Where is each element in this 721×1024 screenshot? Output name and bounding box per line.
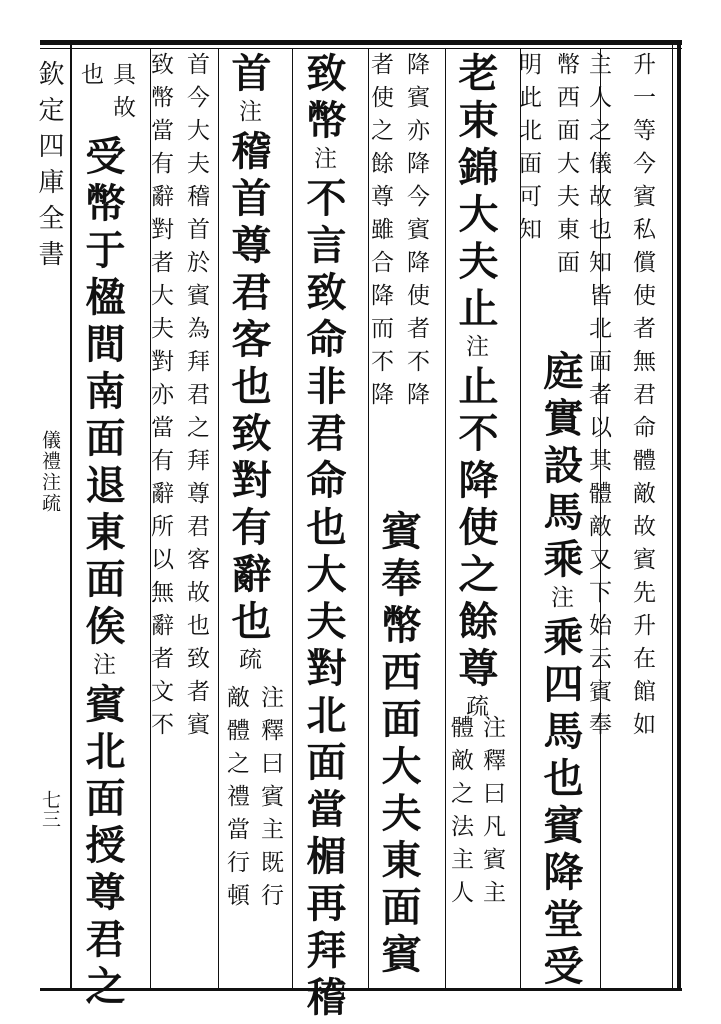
note-text: 賓北面授尊君之	[79, 683, 126, 1012]
note-text: 止不降使之餘尊	[452, 365, 499, 694]
column-divider	[218, 48, 219, 988]
col4-sub-right: 注釋曰凡賓主	[479, 715, 505, 913]
col4-sub-left: 體敵之法主人	[447, 715, 473, 913]
note-label: 注	[547, 585, 573, 616]
main-text: 庭實設馬乘	[537, 350, 584, 585]
col7-sub-left: 敵體之禮當行頓	[223, 685, 249, 916]
top-border-rule	[40, 40, 682, 45]
col5-left-line: 者使之餘尊雖合降而不降	[367, 52, 393, 415]
bottom-border-rule	[40, 988, 682, 991]
note-label: 注	[462, 334, 488, 365]
col1-left-line: 主人之儀故也知皆北面者以其體敵又下始云賓奉	[585, 52, 611, 745]
sub-label: 疏	[235, 647, 261, 678]
main-text: 致幣	[300, 52, 347, 146]
sub-label: 疏	[462, 694, 488, 725]
col8-right-line: 首今大夫稽首於賓為拜君之拜尊君客故也致者賓	[183, 52, 209, 745]
col9-left-line: 也	[77, 62, 103, 95]
main-text-cont: 大夫對北面當楣再拜稽	[300, 553, 347, 1023]
col8-left-line: 致幣當有辭對者大夫對亦當有辭所以無辭者文不	[147, 52, 173, 745]
note-label: 注	[89, 652, 115, 683]
col9-main-line	[79, 135, 126, 1012]
book-title-edge: 欽定四庫全書	[34, 60, 64, 276]
note-text: 不言致命非君命也	[300, 177, 347, 553]
col7-sub-right: 注釋曰賓主既行	[257, 685, 283, 916]
page-number: 七三	[39, 790, 61, 828]
col6-main-line	[300, 52, 347, 1023]
main-text-cont: 賓降堂受	[537, 804, 584, 992]
right-inner-rule	[672, 45, 673, 990]
gutter-rule	[70, 45, 72, 990]
col5-main-line: 賓奉幣西面大夫東面賓	[375, 510, 422, 980]
top-inner-rule	[40, 48, 682, 49]
main-text: 首	[225, 52, 272, 99]
col2-main-line	[537, 350, 584, 992]
column-divider	[292, 48, 293, 988]
note-label: 注	[235, 99, 261, 130]
col9-right-line: 具故	[109, 62, 135, 128]
note-label: 注	[310, 146, 336, 177]
note-text: 乘四馬也	[537, 616, 584, 804]
right-border-rule	[677, 40, 681, 990]
col2-right-line: 幣西面大夫東面	[553, 52, 579, 283]
col2-left-line: 明此北面可知	[515, 52, 541, 250]
col1-right-line: 升一等今賓私償使者無君命體敵故賓先升在館如	[629, 52, 655, 745]
col7-main-line	[225, 52, 272, 678]
col4-main-line	[452, 52, 499, 725]
column-divider	[445, 48, 446, 988]
main-text: 老束錦大夫止	[452, 52, 499, 334]
main-text: 受幣于楹間南面退東面俟	[79, 135, 126, 652]
col5-right-line: 降賓亦降今賓降使者不降	[403, 52, 429, 415]
side-title: 儀禮注疏	[39, 430, 61, 514]
note-text: 稽首尊君客也致對有辭也	[225, 130, 272, 647]
